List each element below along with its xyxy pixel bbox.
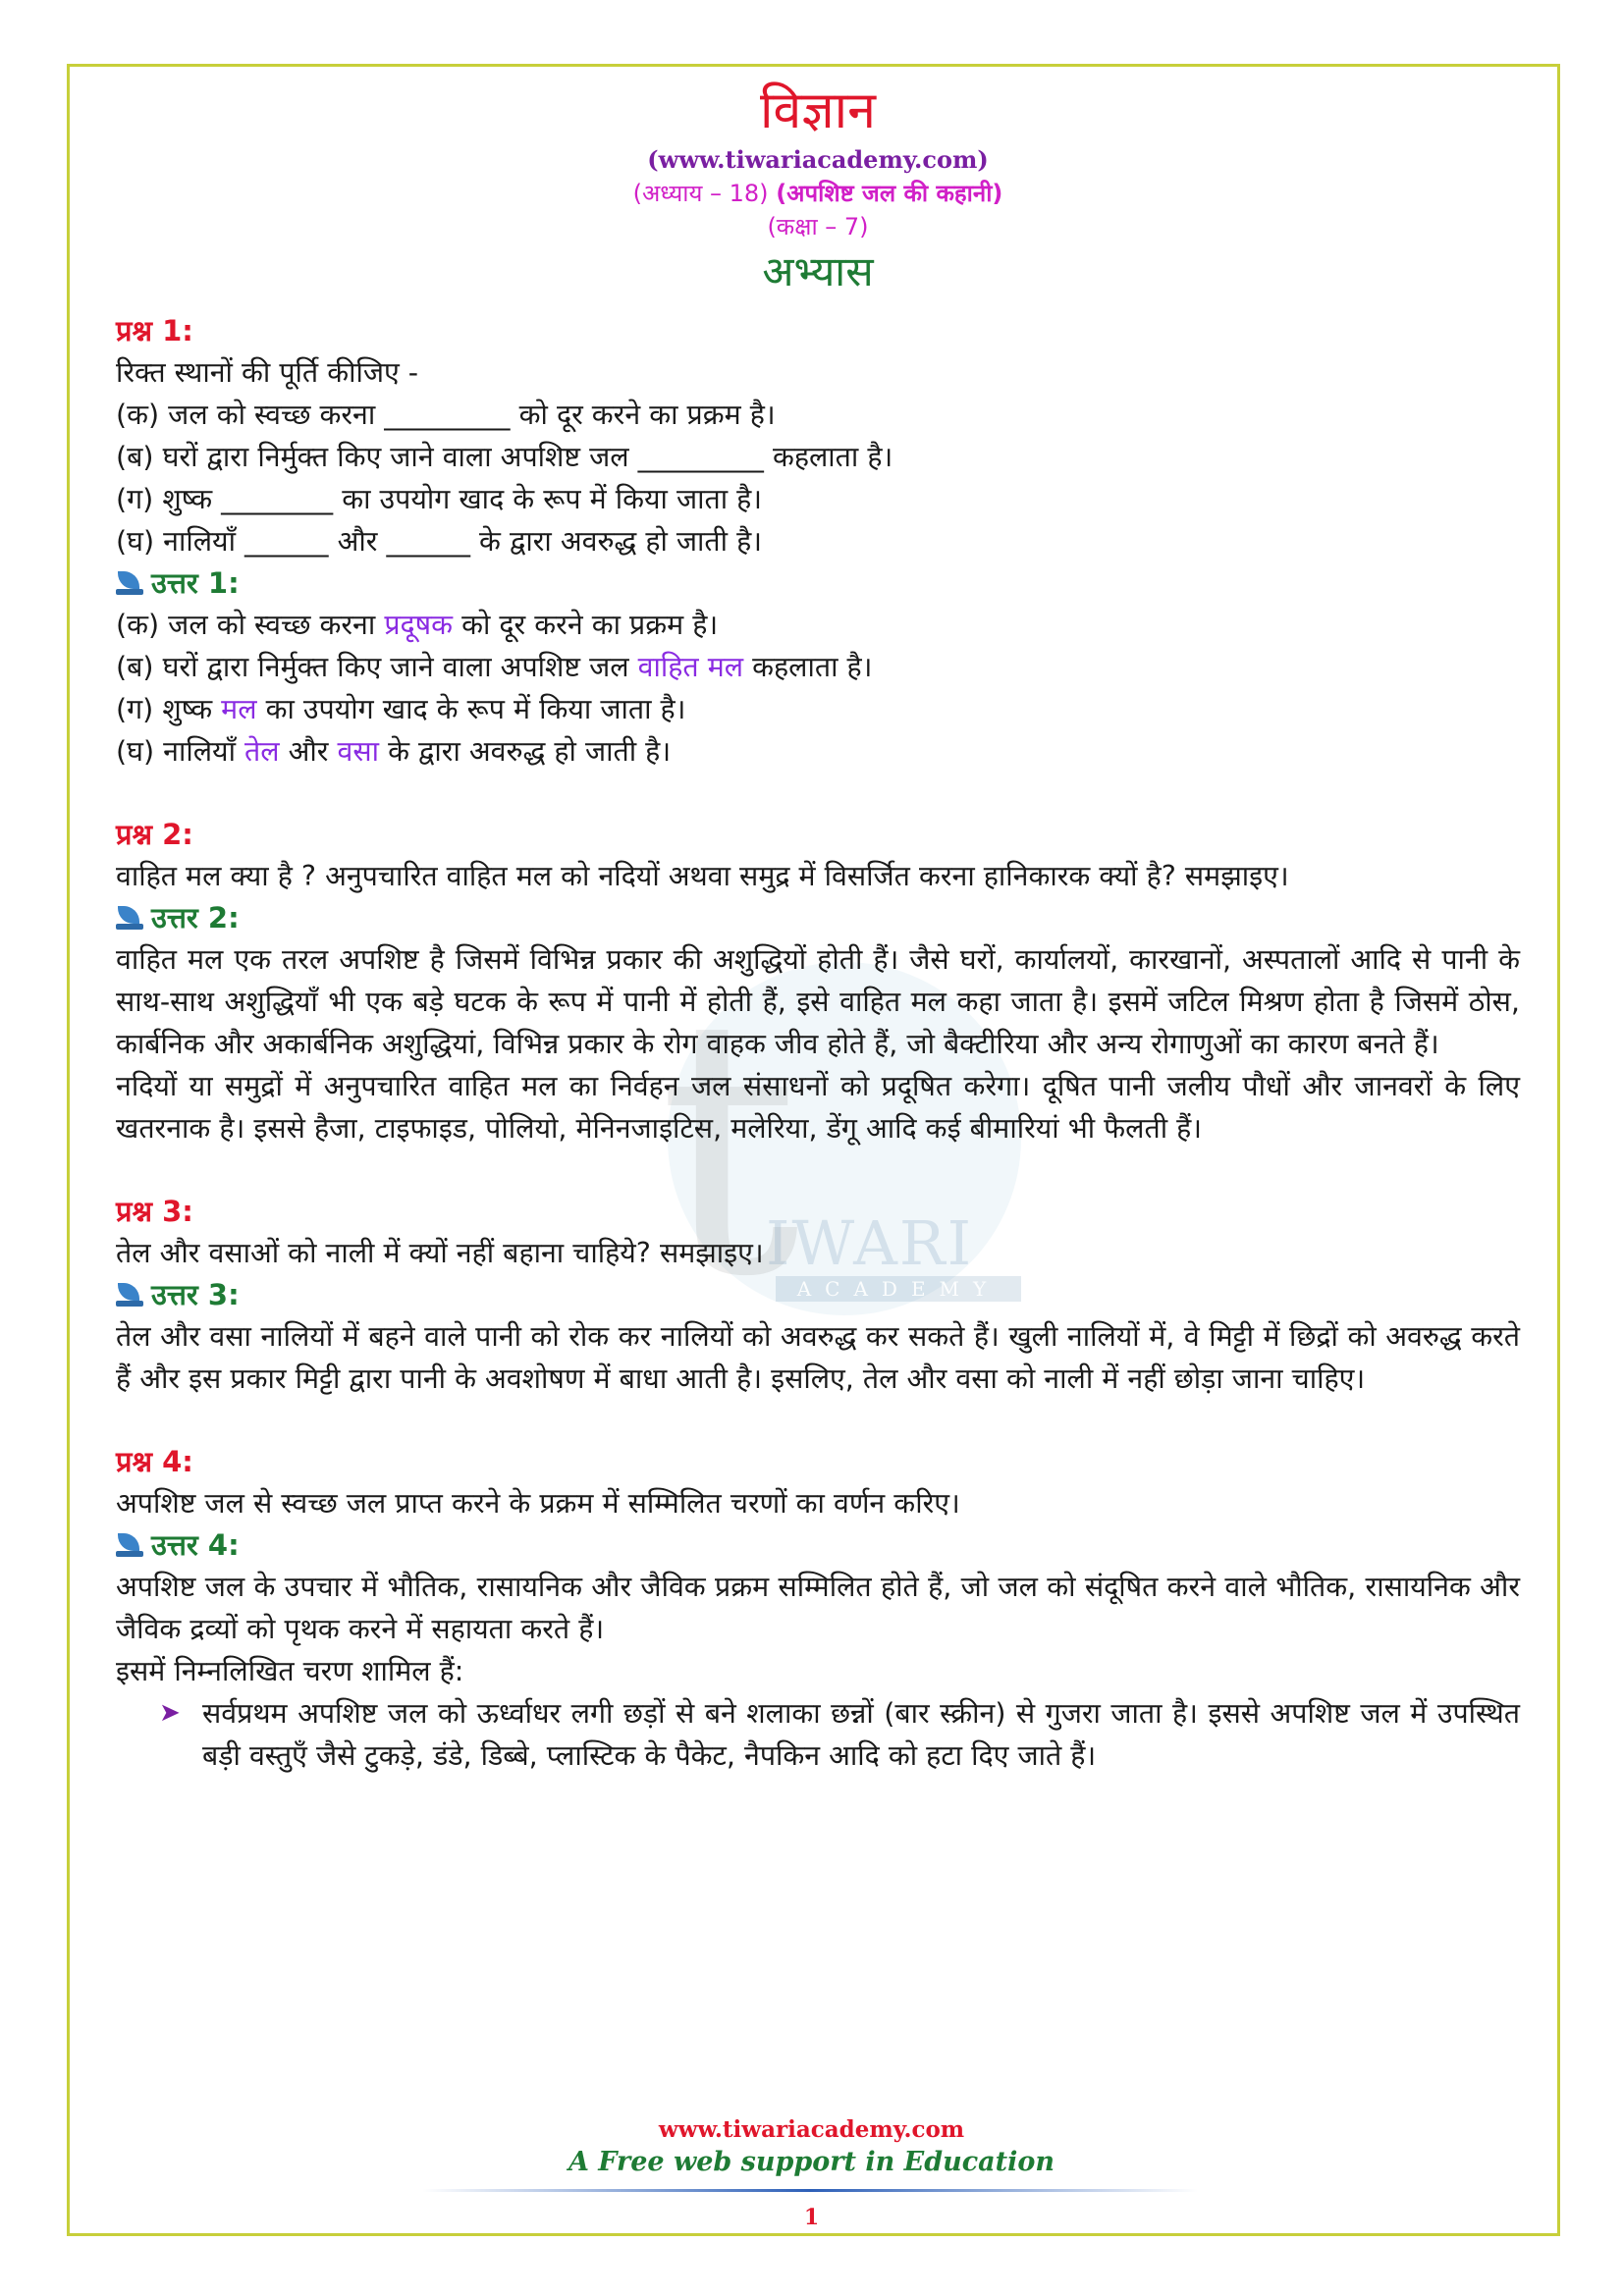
fill-answer: मल xyxy=(221,693,257,725)
fill-answer: वसा xyxy=(337,735,380,768)
answer-4-paragraph: अपशिष्ट जल के उपचार में भौतिक, रासायनिक और जैविक प्रक्रम सम्मिलित होते हैं, जो जल को संदूषित करने वाले भौतिक, रासायनिक और जैविक द्रव्यों को पृथक करने में सहायता करते हैं। xyxy=(116,1571,1520,1645)
page-footer xyxy=(0,2115,1623,2180)
answer-2-label: उत्तर 2: xyxy=(151,901,240,934)
header-website: (www.tiwariacademy.com) xyxy=(647,145,989,174)
answer-2-paragraph-2: नदियों या समुद्रों में अनुपचारित वाहित मल का निर्वहन जल संसाधनों को प्रदूषित करेगा। दूषित पानी जलीय पौधों और जानवरों के लिए खतरनाक है। इससे हैजा, टाइफाइड, पोलियो, मेनिनजाइटिस, मलेरिया, डेंगू आदि कई बीमारियां भी फैलती हैं। xyxy=(116,1070,1520,1145)
arrow-bullet-icon: ➤ xyxy=(159,1698,181,1728)
chapter-line xyxy=(116,177,1520,210)
answer-1-heading xyxy=(116,562,1520,604)
exercise-title: अभ्यास xyxy=(762,247,874,295)
answer-2-heading xyxy=(116,897,1520,938)
tiwari-logo-icon xyxy=(116,1281,145,1308)
answer-1-line-b: (ब) घरों द्वारा निर्मुक्त किए जाने वाला अपशिष्ट जल वाहित मल कहलाता है। xyxy=(116,651,873,683)
question-3-label: प्रश्न 3: xyxy=(116,1195,193,1228)
answer-3-label: उत्तर 3: xyxy=(151,1278,240,1311)
watermark-sub: ACADEMY xyxy=(776,1276,1021,1302)
question-1-line-c: (ग) शुष्क ________ का उपयोग खाद के रूप में किया जाता है। xyxy=(116,483,763,515)
question-1-line-d: (घ) नालियाँ ______ और ______ के द्वारा अवरुद्ध हो जाती है। xyxy=(116,525,763,558)
question-4-label: प्रश्न 4: xyxy=(116,1445,193,1478)
tiwari-logo-icon xyxy=(116,904,145,932)
answer-1-line-a: (क) जल को स्वच्छ करना प्रदूषक को दूर करने का प्रक्रम है। xyxy=(116,609,719,641)
answer-1-line-c: (ग) शुष्क मल का उपयोग खाद के रूप में किया जाता है। xyxy=(116,693,686,725)
question-1-line-a: (क) जल को स्वच्छ करना _________ को दूर करने का प्रक्रम है। xyxy=(116,399,776,431)
fill-answer: वाहित मल xyxy=(637,651,744,683)
step-text: सर्वप्रथम अपशिष्ट जल को ऊर्ध्वाधर लगी छड़ों से बने शलाका छन्नों (बार स्क्रीन) से गुजरा जाता है। इससे अपशिष्ट जल में उपस्थित बड़ी वस्तुएँ जैसे टुकड़े, डंडे, डिब्बे, प्लास्टिक के पैकेट, नैपकिन आदि को हटा दिए जाते हैं। xyxy=(202,1697,1520,1772)
subject-title: विज्ञान xyxy=(759,81,877,140)
tiwari-logo-icon xyxy=(116,569,145,597)
footer-tagline: A Free web support in Education xyxy=(568,2147,1055,2177)
answer-1-line-d: (घ) नालियाँ तेल और वसा के द्वारा अवरुद्ध हो जाती है। xyxy=(116,735,672,768)
answer-4-step-1 xyxy=(116,1692,1520,1777)
answer-2-paragraph-1: वाहित मल एक तरल अपशिष्ट है जिसमें विभिन्न प्रकार की अशुद्धियों होती हैं। जैसे घरों, कार्यालयों, कारखानों, अस्पतालों आदि से पानी के साथ-साथ अशुद्धियाँ भी एक बड़े घटक के रूप में पानी में होती हैं, इसे वाहित मल कहा जाता है। इसमें जटिल मिश्रण होता है जिसमें ठोस, कार्बनिक और अकार्बनिक अशुद्धियां, विभिन्न प्रकार के रोग वाहक जीव होते हैं, जो बैक्टीरिया और अन्य रोगाणुओं का कारण बनते हैं। xyxy=(116,943,1520,1060)
tiwari-logo-icon xyxy=(116,1531,145,1559)
answer-3-paragraph: तेल और वसा नालियों में बहने वाले पानी को रोक कर नालियों को अवरुद्ध कर सकते हैं। खुली नालियों में, वे मिट्टी में छिद्रों को अवरुद्ध करते हैं और इस प्रकार मिट्टी द्वारा पानी के अवशोषण में बाधा आती है। इसलिए, तेल और वसा को नाली में नहीं छोड़ा जाना चाहिए। xyxy=(116,1320,1520,1395)
question-1-line-b: (ब) घरों द्वारा निर्मुक्त किए जाने वाला अपशिष्ट जल _________ कहलाता है। xyxy=(116,441,893,473)
answer-4-steps-intro: इसमें निम्नलिखित चरण शामिल हैं: xyxy=(116,1655,464,1687)
footer-divider xyxy=(422,2189,1198,2192)
watermark-name: IWARI xyxy=(766,1207,974,1279)
fill-answer: तेल xyxy=(244,735,280,768)
document-body xyxy=(116,79,1520,1777)
chapter-number: (अध्याय – 18) xyxy=(632,180,769,207)
answer-4-label: उत्तर 4: xyxy=(151,1528,240,1562)
watermark-letter: t xyxy=(658,942,800,1354)
footer-website: www.tiwariacademy.com xyxy=(658,2116,965,2143)
question-4-text: अपशिष्ट जल से स्वच्छ जल प्राप्त करने के प्रक्रम में सम्मिलित चरणों का वर्णन करिए। xyxy=(116,1487,960,1520)
question-3-text: तेल और वसाओं को नाली में क्यों नहीं बहाना चाहिये? समझाइए। xyxy=(116,1237,764,1269)
chapter-title: (अपशिष्ट जल की कहानी) xyxy=(776,180,1003,207)
question-2-text: वाहित मल क्या है ? अनुपचारित वाहित मल को नदियों अथवा समुद्र में विसर्जित करना हानिकारक क्यों है? समझाइए। xyxy=(116,860,1289,892)
class-line: (कक्षा – 7) xyxy=(767,213,869,240)
answer-1-label: उत्तर 1: xyxy=(151,566,240,600)
question-1-label: प्रश्न 1: xyxy=(116,314,193,347)
question-2-label: प्रश्न 2: xyxy=(116,818,193,851)
question-1-intro: रिक्त स्थानों की पूर्ति कीजिए - xyxy=(116,356,419,389)
page-number: 1 xyxy=(803,2205,820,2230)
answer-3-heading xyxy=(116,1274,1520,1315)
document-header xyxy=(116,79,1520,300)
fill-answer: प्रदूषक xyxy=(384,609,454,641)
answer-4-heading xyxy=(116,1524,1520,1566)
